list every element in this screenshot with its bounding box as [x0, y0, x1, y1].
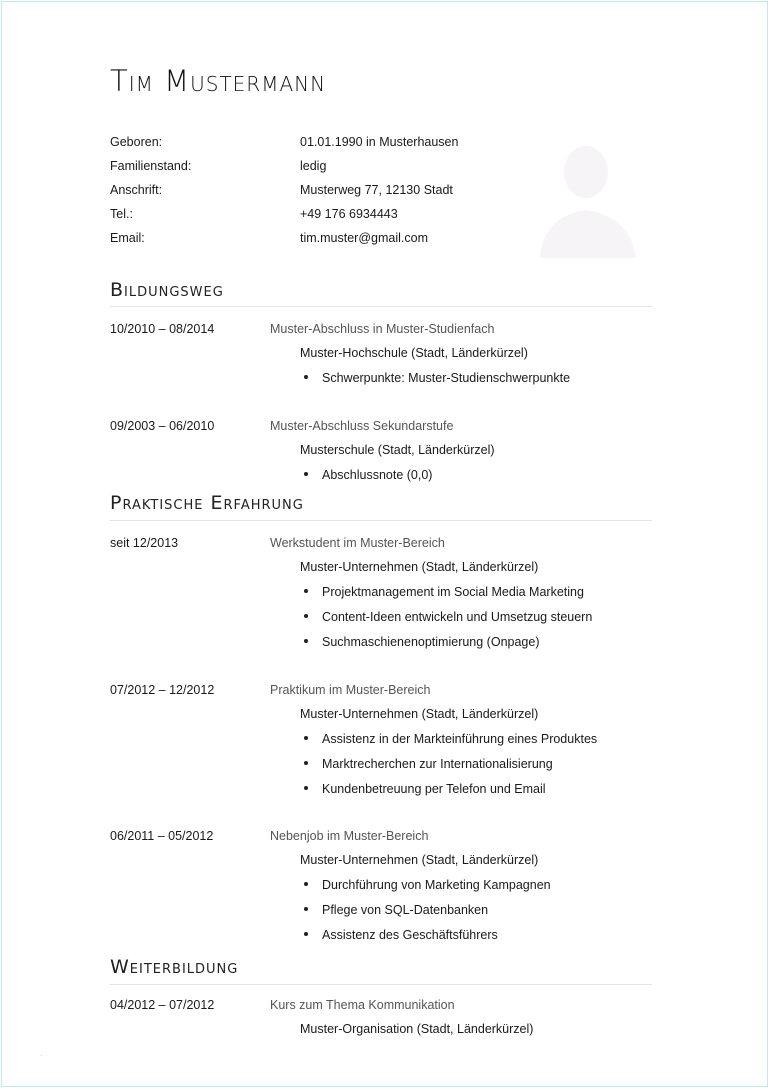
- bullet-text: Kundenbetreuung per Telefon und Email: [322, 782, 546, 796]
- entry-role: Kurs zum Thema Kommunikation: [270, 998, 455, 1012]
- entry-date: seit 12/2013: [110, 536, 179, 550]
- personal-row-address: [110, 181, 570, 205]
- personal-label: Tel.:: [110, 207, 133, 221]
- personal-value: ledig: [300, 159, 327, 173]
- section-divider: [110, 520, 652, 521]
- entry-org: Muster-Unternehmen (Stadt, Länderkürzel): [300, 707, 539, 721]
- bullet-icon: [304, 907, 308, 911]
- bullet-icon: [304, 375, 308, 379]
- bullet-text: Abschlussnote (0,0): [322, 468, 433, 482]
- section-title-education: Bildungsweg: [110, 279, 224, 301]
- section-title-experience: Praktische Erfahrung: [110, 492, 304, 514]
- list-item: [300, 466, 432, 491]
- bullet-icon: [304, 472, 308, 476]
- list-item: [300, 583, 592, 608]
- entry-role: Werkstudent im Muster-Bereich: [270, 536, 445, 550]
- entry-bullets: [300, 369, 570, 394]
- personal-label: Familienstand:: [110, 159, 192, 173]
- bullet-text: Durchführung von Marketing Kampagnen: [322, 878, 551, 892]
- list-item: [300, 926, 551, 951]
- page-mark: ·: [40, 1051, 43, 1060]
- bullet-text: Assistenz in der Markteinführung eines Produktes: [322, 732, 598, 746]
- section-divider: [110, 306, 652, 307]
- personal-value: +49 176 6934443: [300, 207, 398, 221]
- bullet-text: Projektmanagement im Social Media Marketing: [322, 585, 584, 599]
- entry-org: Muster-Unternehmen (Stadt, Länderkürzel): [300, 853, 539, 867]
- entry-date: 04/2012 – 07/2012: [110, 998, 215, 1012]
- entry-role: Muster-Abschluss in Muster-Studienfach: [270, 322, 495, 336]
- entry-bullets: [300, 876, 551, 951]
- entry-role: Praktikum im Muster-Bereich: [270, 683, 431, 697]
- bullet-text: Marktrecherchen zur Internationalisierung: [322, 757, 553, 771]
- entry-role: Muster-Abschluss Sekundarstufe: [270, 419, 454, 433]
- bullet-icon: [304, 932, 308, 936]
- bullet-icon: [304, 882, 308, 886]
- bullet-text: Assistenz des Geschäftsführers: [322, 928, 498, 942]
- section-title-training: Weiterbildung: [110, 956, 239, 978]
- section-divider: [110, 984, 652, 985]
- bullet-icon: [304, 786, 308, 790]
- entry-role: Nebenjob im Muster-Bereich: [270, 829, 429, 843]
- bullet-icon: [304, 614, 308, 618]
- personal-data: [110, 133, 570, 253]
- entry-bullets: [300, 730, 597, 805]
- entry-bullets: [300, 583, 592, 658]
- entry-date: 10/2010 – 08/2014: [110, 322, 215, 336]
- personal-label: Geboren:: [110, 135, 163, 149]
- bullet-icon: [304, 589, 308, 593]
- entry-org: Muster-Hochschule (Stadt, Länderkürzel): [300, 346, 528, 360]
- list-item: [300, 608, 592, 633]
- personal-row-status: [110, 157, 570, 181]
- list-item: [300, 780, 597, 805]
- entry-date: 06/2011 – 05/2012: [110, 829, 214, 843]
- list-item: [300, 755, 597, 780]
- bullet-icon: [304, 639, 308, 643]
- list-item: [300, 876, 551, 901]
- personal-value: Musterweg 77, 12130 Stadt: [300, 183, 453, 197]
- personal-row-phone: [110, 205, 570, 229]
- entry-date: 07/2012 – 12/2012: [110, 683, 215, 697]
- entry-org: Muster-Organisation (Stadt, Länderkürzel): [300, 1022, 534, 1036]
- cv-page: [1, 1, 768, 1087]
- bullet-text: Schwerpunkte: Muster-Studienschwerpunkte: [322, 371, 571, 385]
- entry-org: Musterschule (Stadt, Länderkürzel): [300, 443, 495, 457]
- entry-org: Muster-Unternehmen (Stadt, Länderkürzel): [300, 560, 539, 574]
- bullet-text: Pflege von SQL-Datenbanken: [322, 903, 489, 917]
- list-item: [300, 369, 570, 394]
- personal-label: Email:: [110, 231, 145, 245]
- entry-date: 09/2003 – 06/2010: [110, 419, 215, 433]
- personal-row-email: [110, 229, 570, 253]
- personal-value: 01.01.1990 in Musterhausen: [300, 135, 459, 149]
- list-item: [300, 730, 597, 755]
- entry-bullets: [300, 466, 432, 491]
- personal-label: Anschrift:: [110, 183, 163, 197]
- bullet-icon: [304, 736, 308, 740]
- bullet-text: Content-Ideen entwickeln und Umsetzug steuern: [322, 610, 593, 624]
- list-item: [300, 633, 592, 658]
- list-item: [300, 901, 551, 926]
- personal-row-born: [110, 133, 570, 157]
- cv-name: Tim Mustermann: [110, 64, 327, 98]
- bullet-text: Suchmaschienenoptimierung (Onpage): [322, 635, 540, 649]
- bullet-icon: [304, 761, 308, 765]
- email-link[interactable]: tim.muster@gmail.com: [300, 231, 428, 245]
